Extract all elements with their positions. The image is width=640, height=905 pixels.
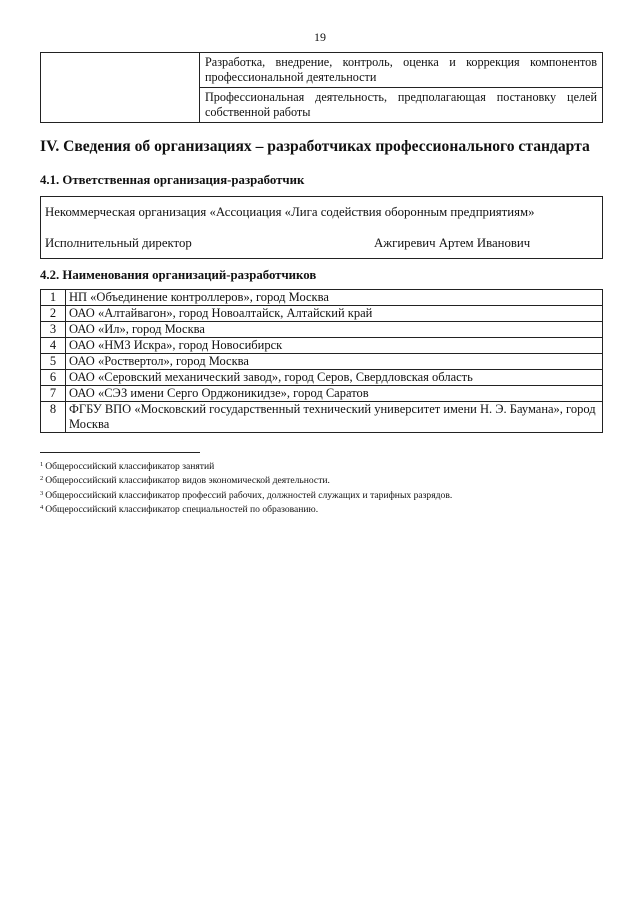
footnote-mark: 4 bbox=[40, 503, 44, 511]
developers-table bbox=[40, 289, 603, 433]
organization-name: НП «Объединение контроллеров», город Москва bbox=[66, 290, 603, 306]
row-number: 3 bbox=[41, 322, 66, 338]
footnote bbox=[40, 488, 452, 502]
table-row bbox=[41, 370, 603, 386]
organization-name: ОАО «Алтайвагон», город Новоалтайск, Алтайский край bbox=[66, 306, 603, 322]
competency-table bbox=[40, 52, 603, 123]
empty-cell bbox=[41, 53, 200, 123]
table-row bbox=[41, 306, 603, 322]
section-title: IV. Сведения об организациях – разработчиках профессионального стандарта bbox=[40, 138, 590, 155]
organization-name: ОАО «НМЗ Искра», город Новосибирск bbox=[66, 338, 603, 354]
row-number: 6 bbox=[41, 370, 66, 386]
responsible-org-name: Некоммерческая организация «Ассоциация «Лига содействия оборонным предприятиям» bbox=[45, 205, 535, 219]
footnote-text: Общероссийский классификатор профессий рабочих, должностей служащих и тарифных разрядов. bbox=[45, 489, 453, 501]
footnote bbox=[40, 473, 452, 487]
organization-name: ОАО «Роствертол», город Москва bbox=[66, 354, 603, 370]
responsible-org-box bbox=[40, 196, 603, 259]
footnote-text: Общероссийский классификатор занятий bbox=[45, 461, 215, 472]
footnotes bbox=[40, 459, 452, 516]
footnote-mark: 1 bbox=[40, 461, 44, 468]
responsible-role: Исполнительный директор bbox=[45, 236, 192, 250]
competency-cell: Разработка, внедрение, контроль, оценка и коррекция компонентов профессиональной деятельности bbox=[200, 53, 603, 88]
table-row bbox=[41, 290, 603, 306]
footnote bbox=[40, 502, 452, 516]
row-number: 7 bbox=[41, 386, 66, 402]
organization-name: ОАО «Серовский механический завод», город Серов, Свердловская область bbox=[66, 370, 603, 386]
organization-name: ОАО «Ил», город Москва bbox=[66, 322, 603, 338]
table-row bbox=[41, 338, 603, 354]
organization-name: ФГБУ ВПО «Московский государственный технический университет имени Н. Э. Баумана», город Москва bbox=[66, 402, 603, 433]
table-row bbox=[41, 322, 603, 338]
footnote-text: Общероссийский классификатор видов экономической деятельности. bbox=[45, 475, 330, 487]
footnote-mark: 3 bbox=[40, 489, 44, 497]
responsible-person: Ажгиревич Артем Иванович bbox=[374, 236, 531, 250]
row-number: 8 bbox=[41, 402, 66, 433]
page-number: 19 bbox=[314, 30, 326, 44]
organization-name: ОАО «СЭЗ имени Серго Орджоникидзе», город Саратов bbox=[66, 386, 603, 402]
responsible-org-heading: 4.1. Ответственная организация-разработчик bbox=[40, 173, 305, 187]
row-number: 5 bbox=[41, 354, 66, 370]
footnote-text: Общероссийский классификатор специальностей по образованию. bbox=[45, 503, 319, 515]
table-row bbox=[41, 354, 603, 370]
footnote-divider bbox=[40, 452, 200, 453]
footnote-mark: 2 bbox=[40, 475, 44, 483]
footnote bbox=[40, 459, 452, 473]
developers-heading: 4.2. Наименования организаций-разработчиков bbox=[40, 268, 317, 282]
row-number: 2 bbox=[41, 306, 66, 322]
row-number: 4 bbox=[41, 338, 66, 354]
competency-cell: Профессиональная деятельность, предполагающая постановку целей собственной работы bbox=[200, 88, 603, 123]
table-row bbox=[41, 402, 603, 433]
table-row bbox=[41, 386, 603, 402]
table-row bbox=[41, 53, 603, 88]
row-number: 1 bbox=[41, 290, 66, 306]
